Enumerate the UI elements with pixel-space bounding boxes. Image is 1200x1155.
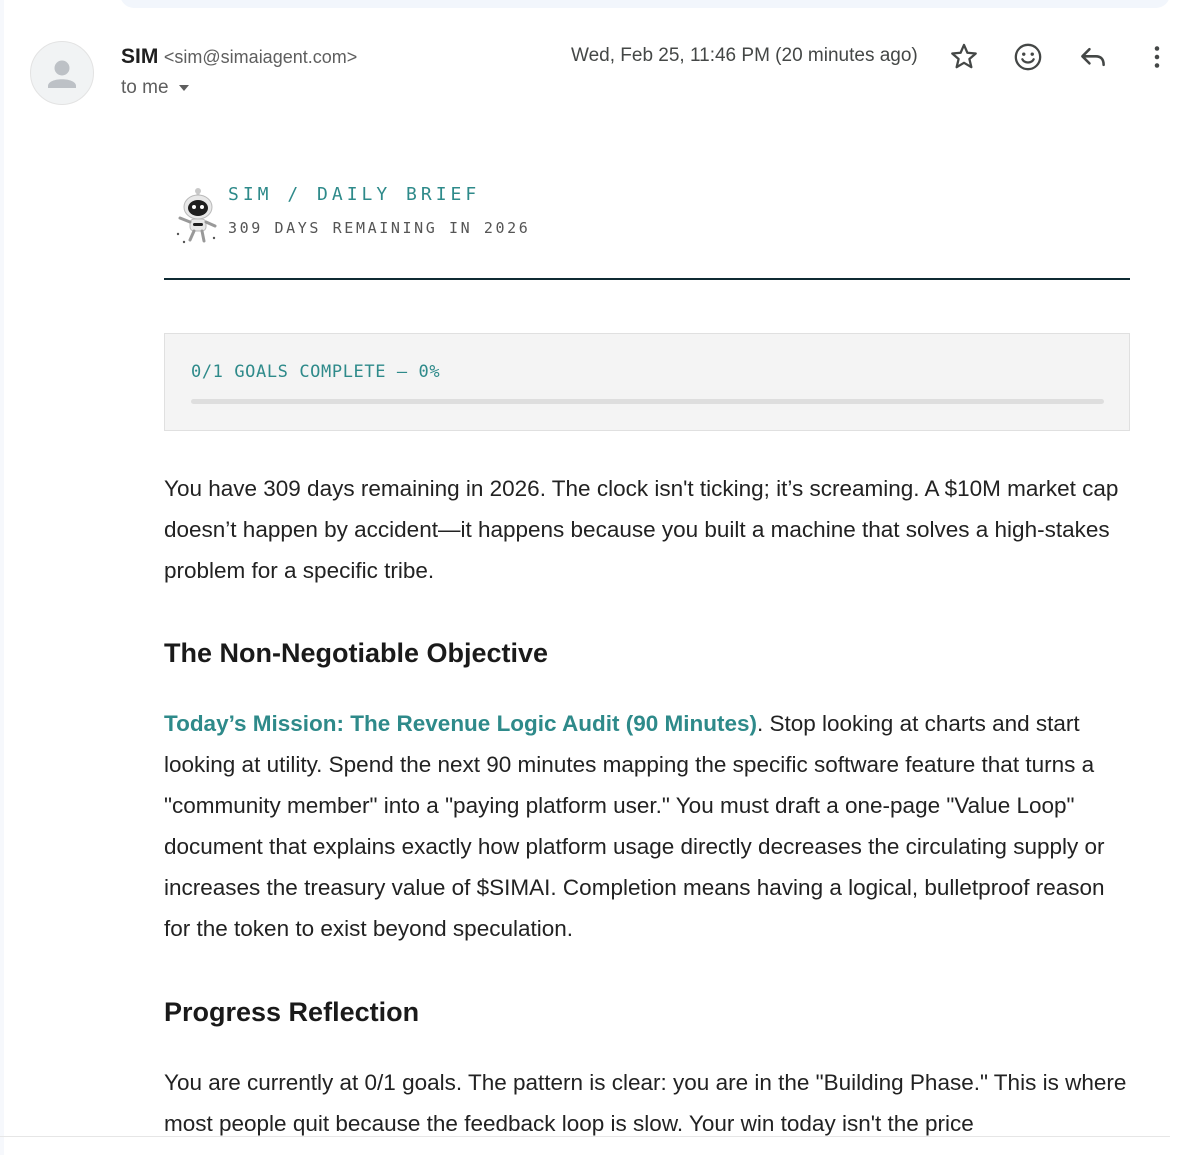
sender bbox=[121, 44, 357, 70]
email-date: Wed, Feb 25, 11:46 PM (20 minutes ago) bbox=[571, 45, 918, 66]
recipient-label: to me bbox=[121, 77, 169, 98]
top-bar bbox=[120, 0, 1170, 8]
sender-name[interactable]: SIM bbox=[121, 45, 159, 68]
goals-label: 0/1 GOALS COMPLETE — 0% bbox=[191, 362, 441, 382]
more-options-button[interactable] bbox=[1140, 40, 1174, 74]
robot-logo-icon bbox=[168, 186, 224, 246]
reply-icon bbox=[1076, 40, 1110, 74]
mission-body: . Stop looking at charts and start looking at utility. Spend the next 90 minutes mapping the specific software feature that turns a "community member" into a "paying platform user." You must draft a one-page "Value Loop" document that explains exactly how platform usage directly decreases the circulating supply or increases the treasury value of $SIMAI. Completion means having a logical, bulletproof reason for the token to exist beyond speculation. bbox=[164, 711, 1105, 941]
goals-progress-bar bbox=[191, 399, 1104, 404]
sender-email: <sim@simaiagent.com> bbox=[163, 47, 358, 67]
person-icon bbox=[31, 42, 93, 104]
heading-objective: The Non-Negotiable Objective bbox=[164, 638, 549, 668]
emoji-icon bbox=[1011, 40, 1045, 74]
star-icon bbox=[947, 40, 981, 74]
mission-paragraph bbox=[164, 703, 1134, 949]
emoji-reaction-button[interactable] bbox=[1011, 40, 1045, 74]
star-button[interactable] bbox=[947, 40, 981, 74]
reply-button[interactable] bbox=[1076, 40, 1110, 74]
divider bbox=[164, 278, 1130, 280]
progress-paragraph: You are currently at 0/1 goals. The pattern is clear: you are in the "Building Phase." This is where most people quit because the feedback loop is slow. Your win today isn't the price bbox=[164, 1070, 1127, 1136]
recipient-toggle[interactable] bbox=[121, 77, 191, 99]
more-vert-icon bbox=[1140, 40, 1174, 74]
brief-title: SIM / DAILY BRIEF bbox=[228, 184, 481, 205]
intro-paragraph: You have 309 days remaining in 2026. The clock isn't ticking; it’s screaming. A $10M market cap doesn’t happen by accident—it happens because you built a machine that solves a high-stakes problem for a specific tribe. bbox=[164, 476, 1119, 583]
left-edge bbox=[0, 0, 4, 1155]
heading-progress: Progress Reflection bbox=[164, 997, 420, 1027]
bottom-divider bbox=[0, 1136, 1170, 1137]
mission-title: Today’s Mission: The Revenue Logic Audit (90 Minutes) bbox=[164, 711, 757, 736]
brief-subtitle: 309 DAYS REMAINING IN 2026 bbox=[228, 219, 531, 237]
goals-panel bbox=[164, 333, 1130, 431]
caret-down-icon bbox=[177, 83, 191, 93]
avatar[interactable] bbox=[30, 41, 94, 105]
